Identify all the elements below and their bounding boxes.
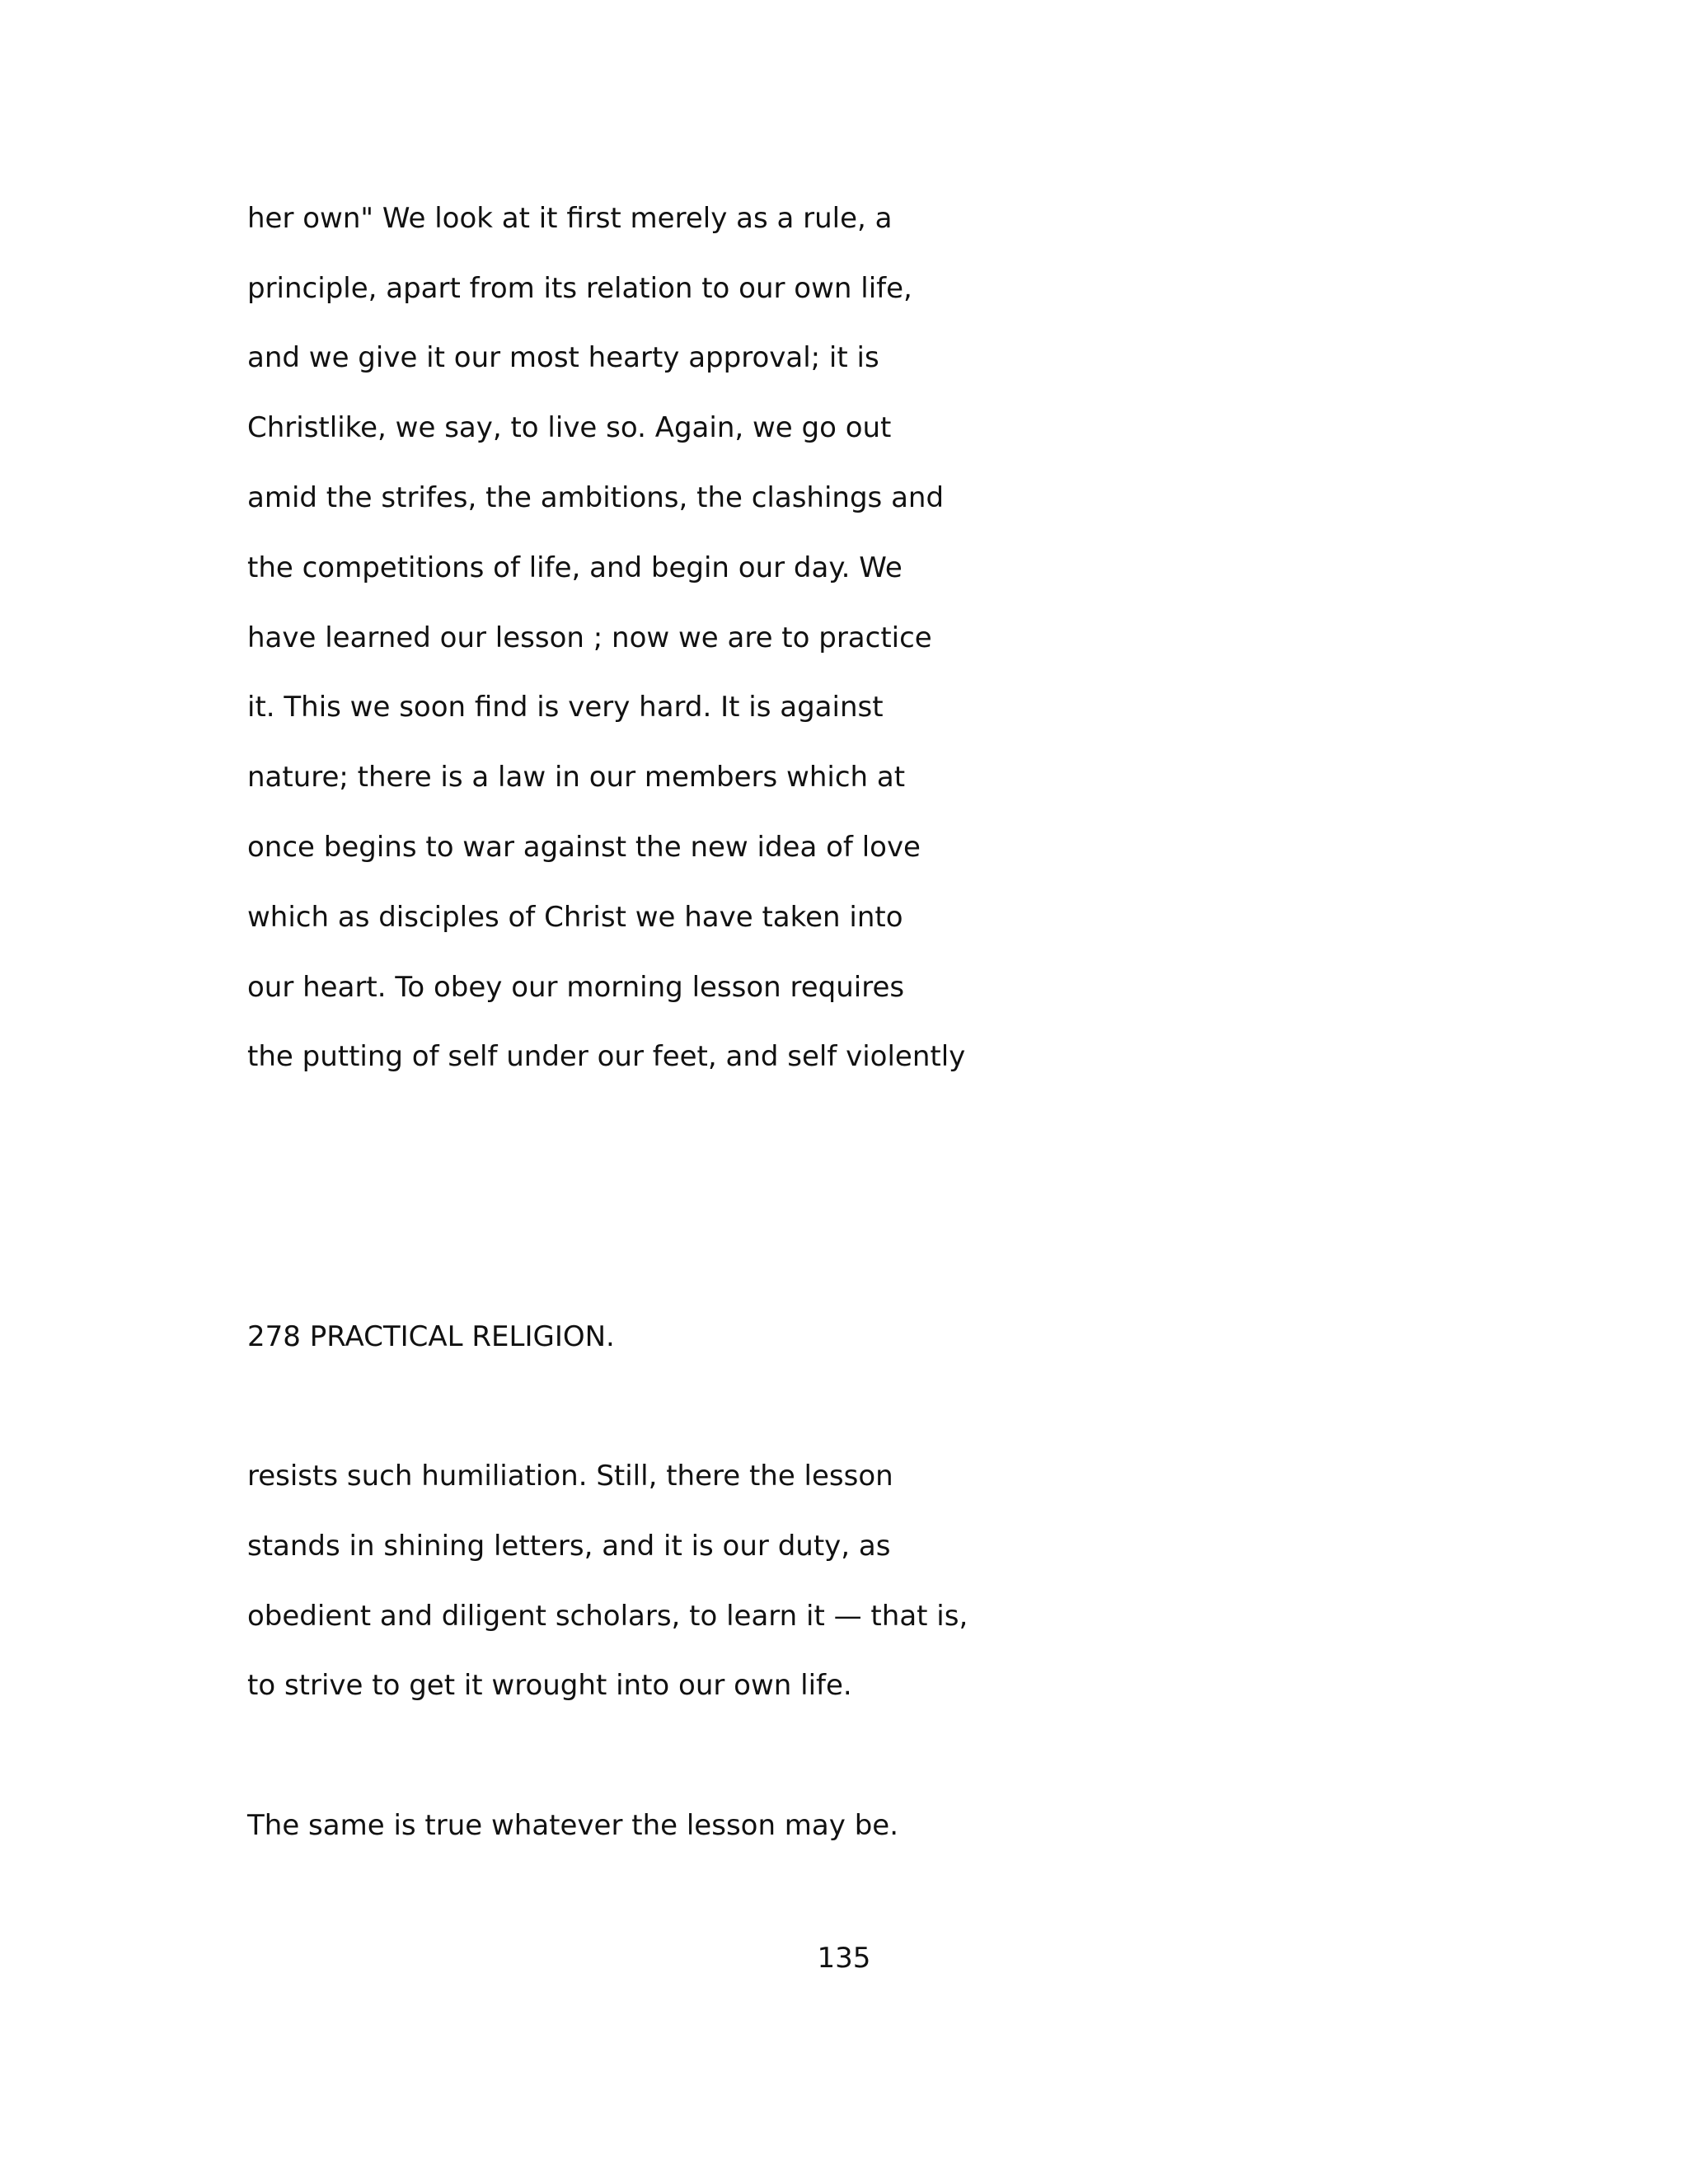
text-line: amid the strifes, the ambitions, the clashings and: [247, 481, 945, 514]
running-header: 278 PRACTICAL RELIGION.: [247, 1320, 615, 1353]
page-number: 135: [817, 1942, 871, 1975]
text-line: which as disciples of Christ we have taken into: [247, 901, 903, 934]
text-line: The same is true whatever the lesson may be.: [247, 1809, 899, 1842]
text-line: resists such humiliation. Still, there the lesson: [247, 1460, 893, 1493]
text-line: stands in shining letters, and it is our duty, as: [247, 1530, 891, 1563]
text-line: her own" We look at it first merely as a rule, a: [247, 202, 893, 235]
text-line: principle, apart from its relation to our own life,: [247, 272, 912, 305]
text-line: the competitions of life, and begin our day. We: [247, 551, 903, 584]
text-line: our heart. To obey our morning lesson requires: [247, 971, 905, 1004]
text-line: the putting of self under our feet, and self violently: [247, 1040, 966, 1073]
text-line: and we give it our most hearty approval; it is: [247, 341, 879, 374]
text-line: once begins to war against the new idea of love: [247, 831, 921, 864]
text-line: Christlike, we say, to live so. Again, we go out: [247, 411, 892, 444]
text-line: to strive to get it wrought into our own life.: [247, 1669, 852, 1702]
text-line: nature; there is a law in our members which at: [247, 761, 906, 794]
text-line: have learned our lesson ; now we are to practice: [247, 621, 932, 654]
text-line: it. This we soon find is very hard. It is against: [247, 691, 884, 724]
text-line: obedient and diligent scholars, to learn it — that is,: [247, 1600, 968, 1633]
